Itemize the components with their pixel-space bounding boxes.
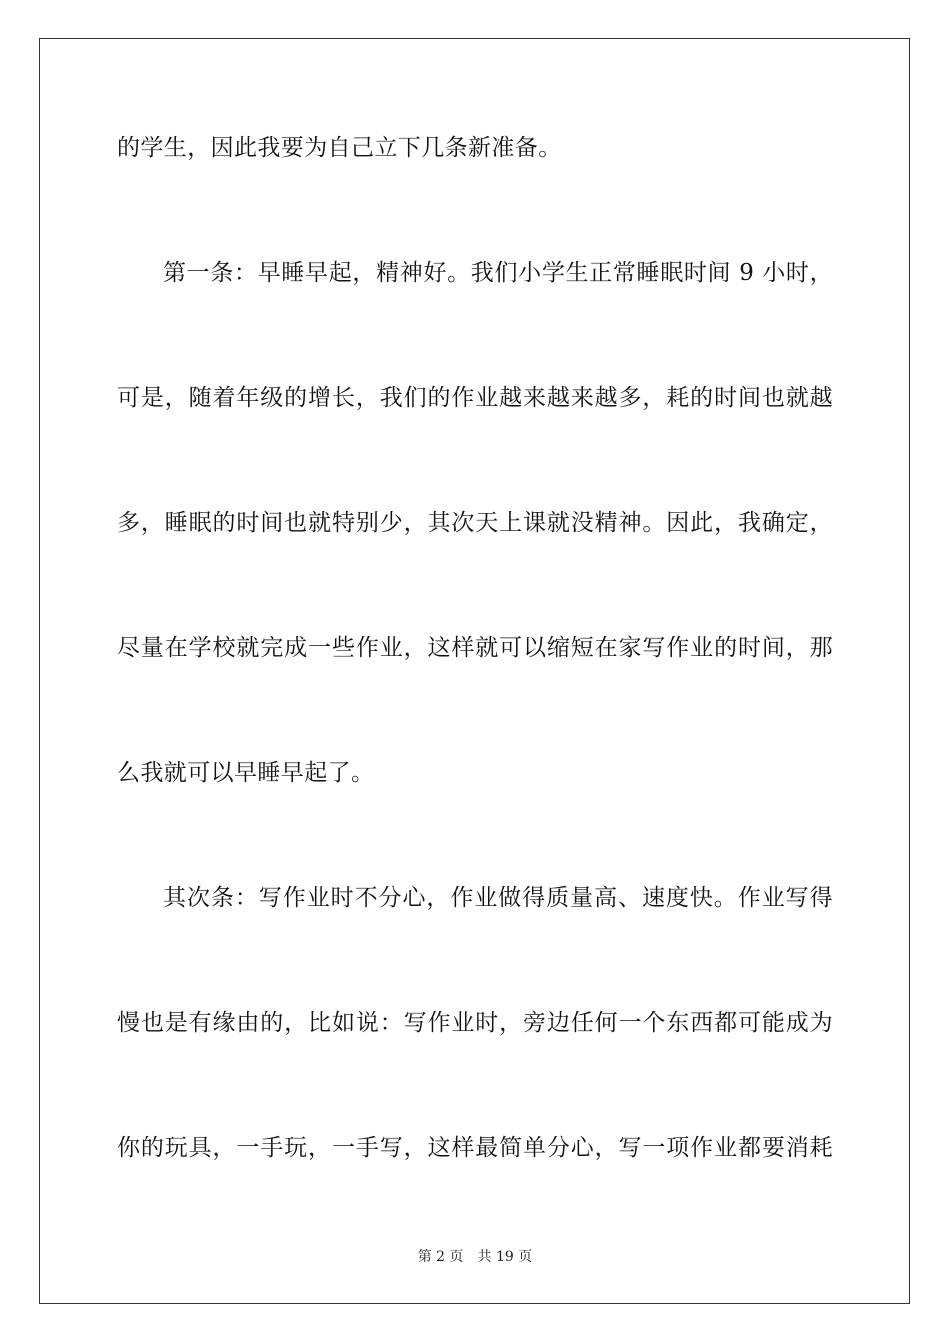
text-line-8: 慢也是有缘由的，比如说：写作业时，旁边任何一个东西都可能成为 bbox=[117, 1010, 833, 1036]
text-line-5: 尽量在学校就完成一些作业，这样就可以缩短在家写作业的时间，那 bbox=[117, 635, 833, 661]
page-number: 第 2 页 bbox=[417, 1249, 464, 1265]
text-line-7: 其次条：写作业时不分心，作业做得质量高、速度快。作业写得 bbox=[163, 885, 833, 911]
page-footer bbox=[0, 1248, 950, 1266]
text-line-2: 第一条：早睡早起，精神好。我们小学生正常睡眠时间 9 小时， bbox=[163, 260, 833, 286]
text-line-6: 么我就可以早睡早起了。 bbox=[117, 760, 375, 786]
page-total: 共 19 页 bbox=[477, 1249, 533, 1265]
text-line-1: 的学生，因此我要为自己立下几条新准备。 bbox=[117, 135, 562, 161]
text-line-4: 多，睡眠的时间也就特别少，其次天上课就没精神。因此，我确定， bbox=[117, 510, 833, 536]
page-border bbox=[39, 38, 910, 1304]
text-line-3: 可是，随着年级的增长，我们的作业越来越来越多，耗的时间也就越 bbox=[117, 385, 833, 411]
text-line-9: 你的玩具，一手玩，一手写，这样最简单分心，写一项作业都要消耗 bbox=[117, 1135, 833, 1161]
